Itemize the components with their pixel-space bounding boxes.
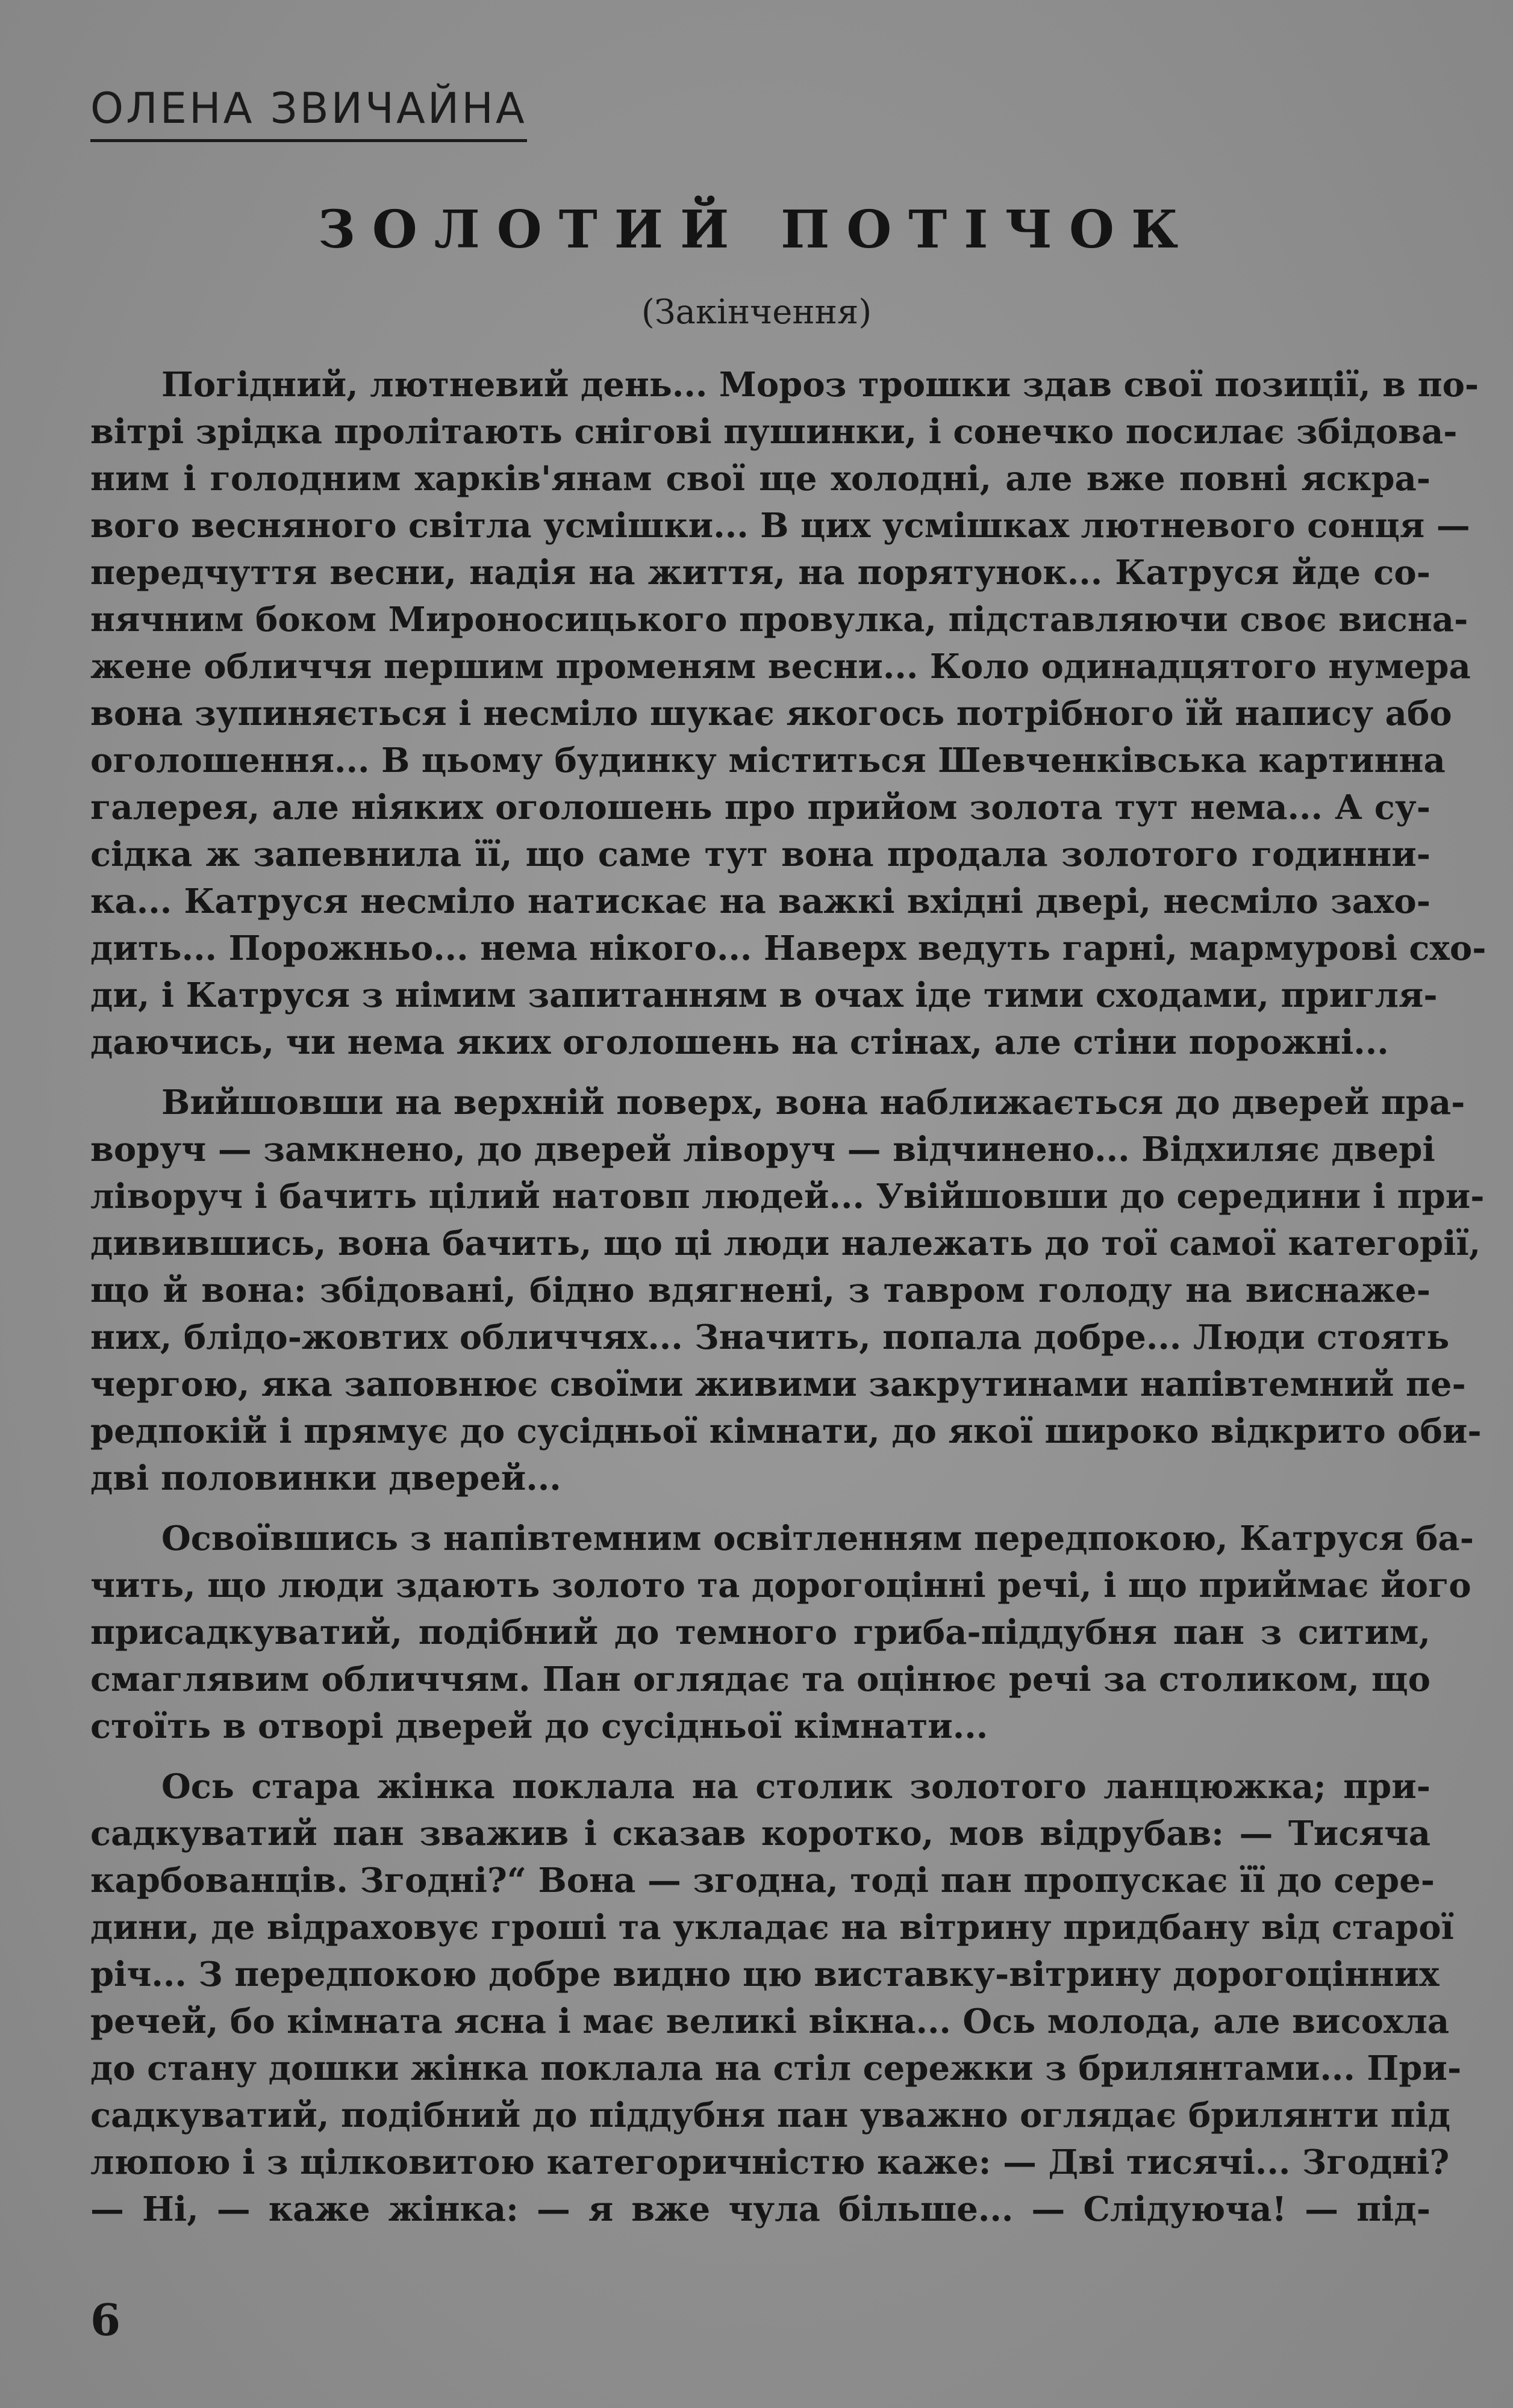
text-line: речей, бо кімната ясна і має великі вікна... Ось молода, але висохла (90, 2002, 1450, 2041)
text-line: Ось стара жінка поклала на столик золотого ланцюжка; при- (161, 1767, 1430, 1806)
text-line: що й вона: збідовані, бідно вдягнені, з тавром голоду на виснаже- (90, 1271, 1430, 1310)
text-line: Освоївшись з напівтемним освітленням передпокою, Катруся ба- (161, 1519, 1474, 1558)
text-line: дивившись, вона бачить, що ці люди належать до тої самої категорії, (90, 1224, 1481, 1263)
text-line: ди, і Катруся з німим запитанням в очах іде тими сходами, пригля- (90, 975, 1438, 1015)
text-line: стоїть в отворі дверей до сусідньої кімнати... (90, 1706, 988, 1746)
text-line: галерея, але ніяких оголошень про прийом золота тут нема... А су- (90, 788, 1430, 827)
text-line: смаглявим обличчям. Пан оглядає та оцінює речі за столиком, що (90, 1660, 1430, 1699)
text-line: чить, що люди здають золото та дорогоцінні речі, і що приймає його (90, 1566, 1471, 1605)
text-line: них, блідо-жовтих обличчях... Значить, попала добре... Люди стоять (90, 1318, 1450, 1357)
paragraph-3 (90, 1515, 1474, 1750)
text-line: вітрі зрідка пролітають снігові пушинки, і сонечко посилає збідова- (90, 412, 1458, 452)
text-line: дини, де відраховує гроші та укладає на вітрину придбану від старої (90, 1908, 1454, 1947)
text-line: карбованців. Згодні?“ Вона — згодна, тоді пан пропускає її до сере- (90, 1861, 1435, 1900)
text-line: даючись, чи нема яких оголошень на стінах, але стіни порожні... (90, 1022, 1389, 1062)
text-line: садкуватий, подібний до піддубня пан уважно оглядає брилянти під (90, 2095, 1451, 2135)
text-line: чергою, яка заповнює своїми живими закрутинами напівтемний пе- (90, 1364, 1466, 1404)
text-line: до стану дошки жінка поклала на стіл сережки з брилянтами... При- (90, 2049, 1462, 2088)
paragraph-4 (90, 1763, 1462, 2233)
text-line: редпокій і прямує до сусідньої кімнати, до якої широко відкрито оби- (90, 1411, 1482, 1451)
text-line: вона зупиняється і несміло шукає якогось потрібного їй напису або (90, 694, 1452, 733)
text-line: — Ні, — каже жінка: — я вже чула більше... — Слідуюча! — під- (90, 2189, 1430, 2229)
text-line: люпою і з цілковитою категоричністю каже: — Дві тисячі... Згодні? (90, 2142, 1450, 2182)
text-line: жене обличчя першим променям весни... Коло одинадцятого нумера (90, 647, 1471, 686)
text-line: присадкуватий, подібний до темного гриба-піддубня пан з ситим, (90, 1613, 1430, 1652)
article-subtitle: (Закінчення) (641, 293, 872, 332)
text-line: передчуття весни, надія на життя, на порятунок... Катруся йде со- (90, 553, 1430, 593)
author-name: ОЛЕНА ЗВИЧАЙНА (90, 84, 527, 142)
page-number: 6 (90, 2294, 121, 2345)
article-title: ЗОЛОТИЙ ПОТІЧОК (317, 199, 1196, 260)
text-line: вого весняного світла усмішки... В цих усмішках лютневого сонця — (90, 506, 1470, 546)
article-body (90, 361, 1486, 2246)
text-line: оголошення... В цьому будинку міститься Шевченківська картинна (90, 741, 1446, 780)
text-line: Погідний, лютневий день... Мороз трошки здав свої позиції, в по- (161, 365, 1479, 405)
text-line: річ... З передпокою добре видно цю виставку-вітрину дорогоцінних (90, 1955, 1440, 1994)
text-line: ним і голодним харків'янам свої ще холодні, але вже повні яскра- (90, 459, 1430, 499)
text-line: дить... Порожньо... нема нікого... Наверх ведуть гарні, мармурові схо- (90, 929, 1486, 968)
text-line: нячним боком Мироносицького провулка, підставляючи своє висна- (90, 600, 1468, 639)
text-line: Вийшовши на верхній поверх, вона наближається до дверей пра- (161, 1083, 1465, 1122)
text-line: воруч — замкнено, до дверей ліворуч — відчинено... Відхиляє двері (90, 1130, 1435, 1169)
text-line: сідка ж запевнила її, що саме тут вона продала золотого годинни- (90, 835, 1430, 874)
paragraph-2 (90, 1079, 1485, 1502)
text-line: ка... Катруся несміло натискає на важкі вхідні двері, несміло захо- (90, 882, 1430, 921)
text-line: дві половинки дверей... (90, 1458, 561, 1498)
text-line: ліворуч і бачить цілий натовп людей... Увійшовши до середини і при- (90, 1177, 1485, 1216)
paragraph-1 (90, 361, 1486, 1066)
text-line: садкуватий пан зважив і сказав коротко, мов відрубав: — Тисяча (90, 1814, 1430, 1853)
